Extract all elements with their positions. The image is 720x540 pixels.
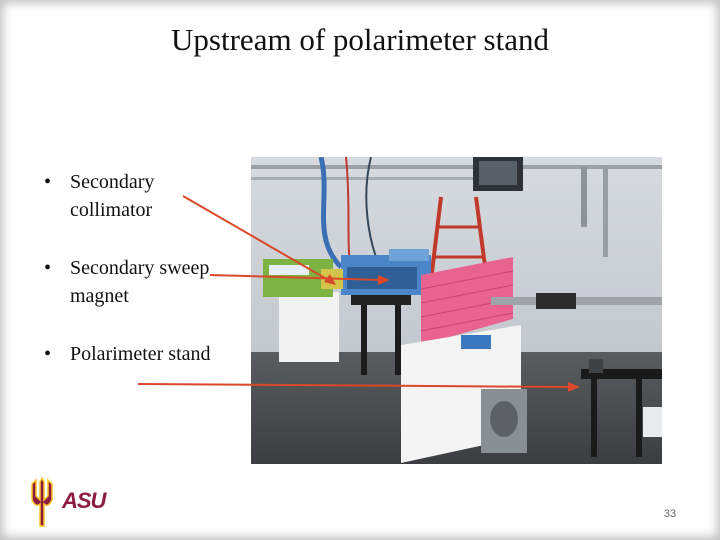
page-number: 33 [663,508,677,520]
asu-pitchfork-logo-icon [22,474,62,528]
bullet-text: Secondary sweep magnet [70,257,210,307]
asu-logo-text: ASU [62,488,106,513]
bullet-text: Secondary collimator [70,171,155,221]
slide-title: Upstream of polarimeter stand [171,22,549,57]
lab-photo-illustration [251,157,662,464]
asu-logo [22,474,106,528]
lab-photo [251,157,662,464]
bullet-text: Polarimeter stand [70,343,211,365]
bullet-marker: • [44,343,52,365]
bullet-marker: • [44,257,52,279]
bullet-marker: • [44,171,52,193]
